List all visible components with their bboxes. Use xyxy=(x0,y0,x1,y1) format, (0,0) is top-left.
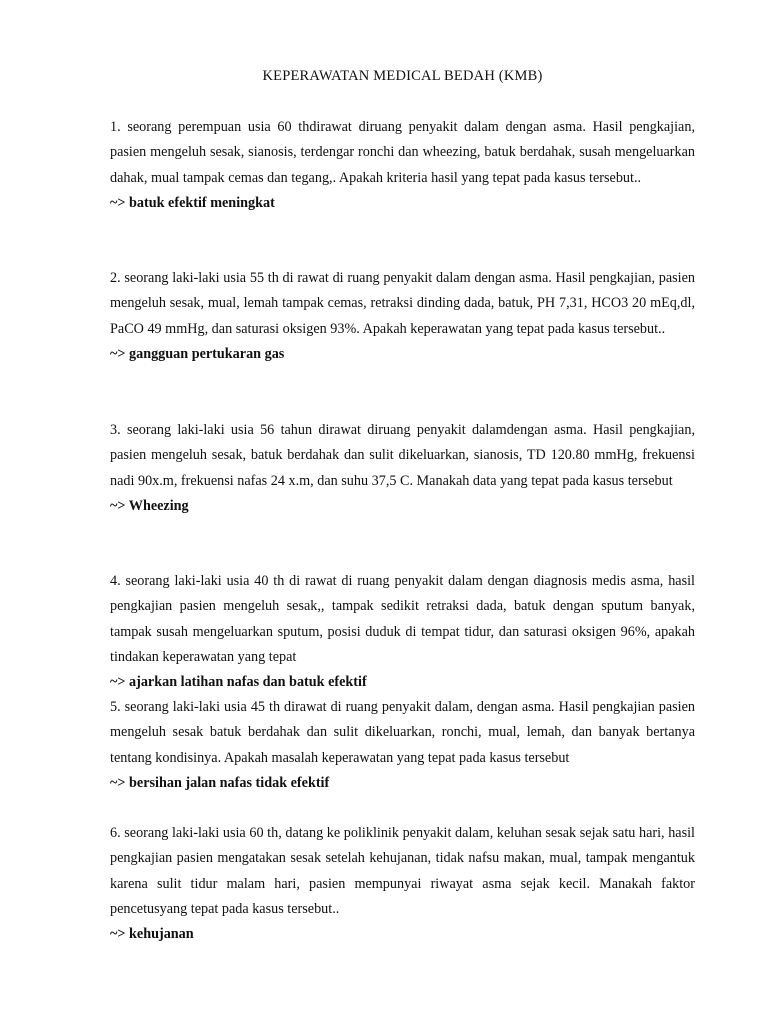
question-text: 4. seorang laki-laki usia 40 th di rawat di ruang penyakit dalam dengan diagnosis medis asma, hasil pengkajian pasien mengeluh sesak,, tampak sedikit retraksi dada, batuk dengan sputum banyak, tampak susah mengeluarkan sputum, posisi duduk di tempat tidur, dan saturasi oksigen 96%, apakah tindakan keperawatan yang tepat xyxy=(110,573,695,665)
answer-text: ~> Wheezing xyxy=(110,497,189,514)
answer-text: ~> batuk efektif meningkat xyxy=(110,194,275,211)
question-block xyxy=(110,569,695,695)
question-block xyxy=(110,695,695,796)
question-block xyxy=(110,115,695,216)
answer-text: ~> ajarkan latihan nafas dan batuk efektif xyxy=(110,674,367,691)
answer-text: ~> gangguan pertukaran gas xyxy=(110,345,285,362)
answer-text: ~> kehujanan xyxy=(110,926,194,943)
question-text: 1. seorang perempuan usia 60 thdirawat diruang penyakit dalam dengan asma. Hasil pengkajian, pasien mengeluh sesak, sianosis, terdengar ronchi dan wheezing, batuk berdahak, susah mengeluarkan dahak, mual tampak cemas dan tegang,. Apakah kriteria hasil yang tepat pada kasus tersebut.. xyxy=(110,119,695,186)
question-text: 3. seorang laki-laki usia 56 tahun dirawat diruang penyakit dalamdengan asma. Hasil pengkajian, pasien mengeluh sesak, batuk berdahak dan sulit dikeluarkan, sianosis, TD 120.80 mmHg, frekuensi nadi 90x.m, frekuensi nafas 24 x.m, dan suhu 37,5 C. Manakah data yang tepat pada kasus tersebut xyxy=(110,422,695,489)
answer-text: ~> bersihan jalan nafas tidak efektif xyxy=(110,774,330,791)
question-text: 5. seorang laki-laki usia 45 th dirawat di ruang penyakit dalam, dengan asma. Hasil pengkajian pasien mengeluh sesak batuk berdahak dan sulit dikeluarkan, ronchi, mual, lemah, dan banyak bertanya tentang kondisinya. Apakah masalah keperawatan yang tepat pada kasus tersebut xyxy=(110,699,695,766)
question-text: 2. seorang laki-laki usia 55 th di rawat di ruang penyakit dalam dengan asma. Hasil pengkajian, pasien mengeluh sesak, mual, lemah tampak cemas, retraksi dinding dada, batuk, PH 7,31, HCO3 20 mEq,dl, PaCO 49 mmHg, dan saturasi oksigen 93%. Apakah keperawatan yang tepat pada kasus tersebut.. xyxy=(110,270,695,337)
question-block xyxy=(110,266,695,367)
question-block xyxy=(110,821,695,947)
document-title: KEPERAWATAN MEDICAL BEDAH (KMB) xyxy=(262,68,543,84)
question-block xyxy=(110,418,695,519)
question-text: 6. seorang laki-laki usia 60 th, datang ke poliklinik penyakit dalam, keluhan sesak sejak satu hari, hasil pengkajian pasien mengatakan sesak setelah kehujanan, tidak nafsu makan, mual, tampak mengantuk karena sulit tidur malam hari, pasien mempunyai riwayat asma sejak kecil. Manakah faktor pencetusyang tepat pada kasus tersebut.. xyxy=(110,825,695,917)
